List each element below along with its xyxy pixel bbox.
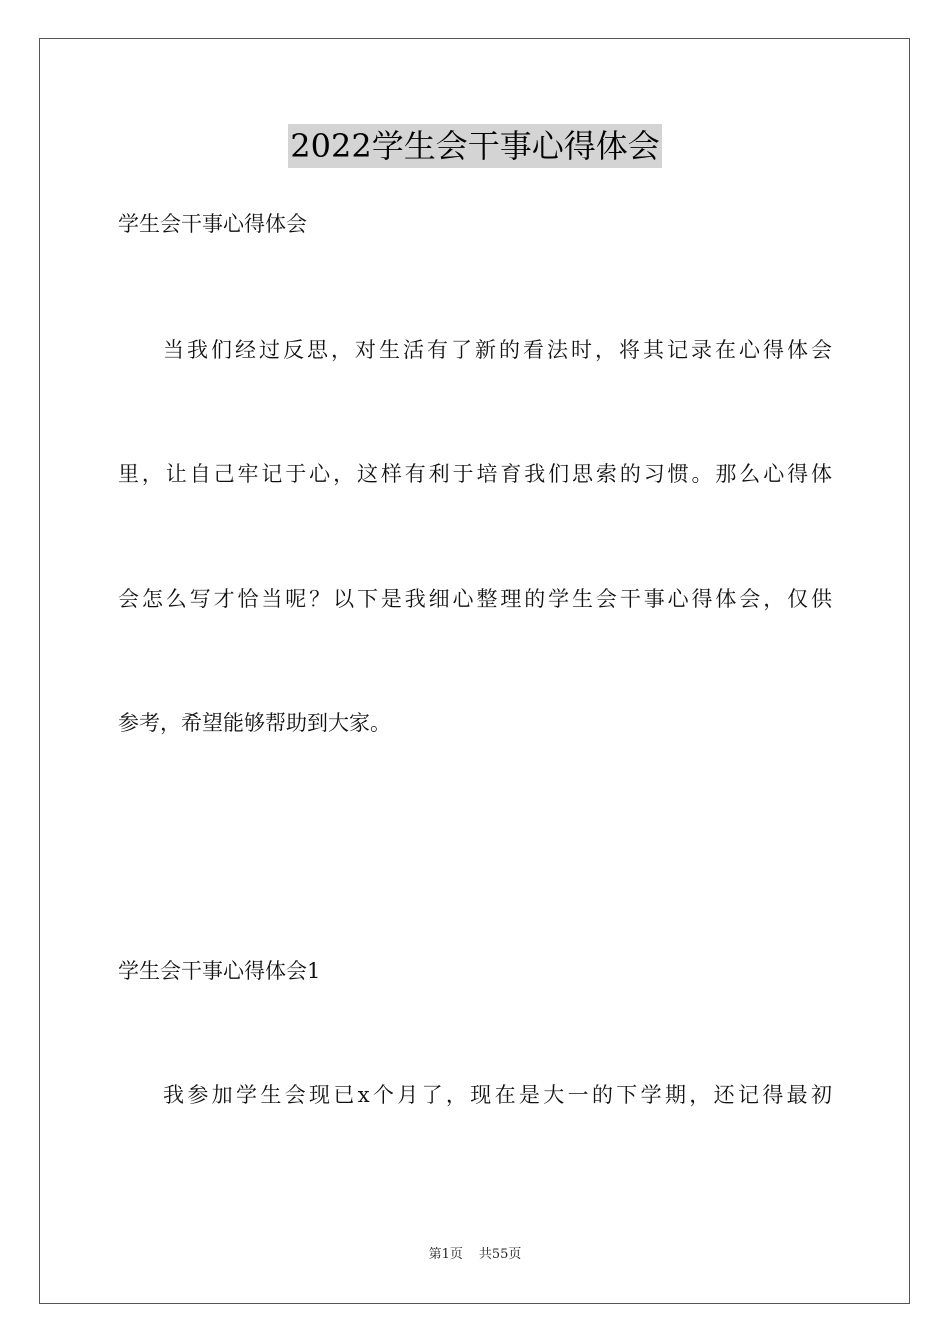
page-number: 第1页 (428, 1247, 463, 1262)
section-line-1: 我参加学生会现已x个月了，现在是大一的下学期，还记得最初 (163, 1083, 832, 1107)
page-footer (0, 1246, 950, 1264)
document-title: 2022学生会干事心得体会 (288, 124, 661, 168)
intro-line-4: 参考，希望能够帮助到大家。 (118, 711, 391, 735)
intro-line-1: 当我们经过反思，对生活有了新的看法时，将其记录在心得体会 (163, 338, 832, 362)
intro-line-2: 里，让自己牢记于心，这样有利于培育我们思索的习惯。那么心得体 (118, 462, 832, 486)
page-total: 共55页 (478, 1247, 522, 1262)
intro-line-3: 会怎么写才恰当呢？以下是我细心整理的学生会干事心得体会，仅供 (118, 587, 832, 611)
document-subtitle: 学生会干事心得体会 (118, 212, 307, 236)
section-heading: 学生会干事心得体会1 (118, 959, 321, 983)
title-container (0, 124, 950, 168)
